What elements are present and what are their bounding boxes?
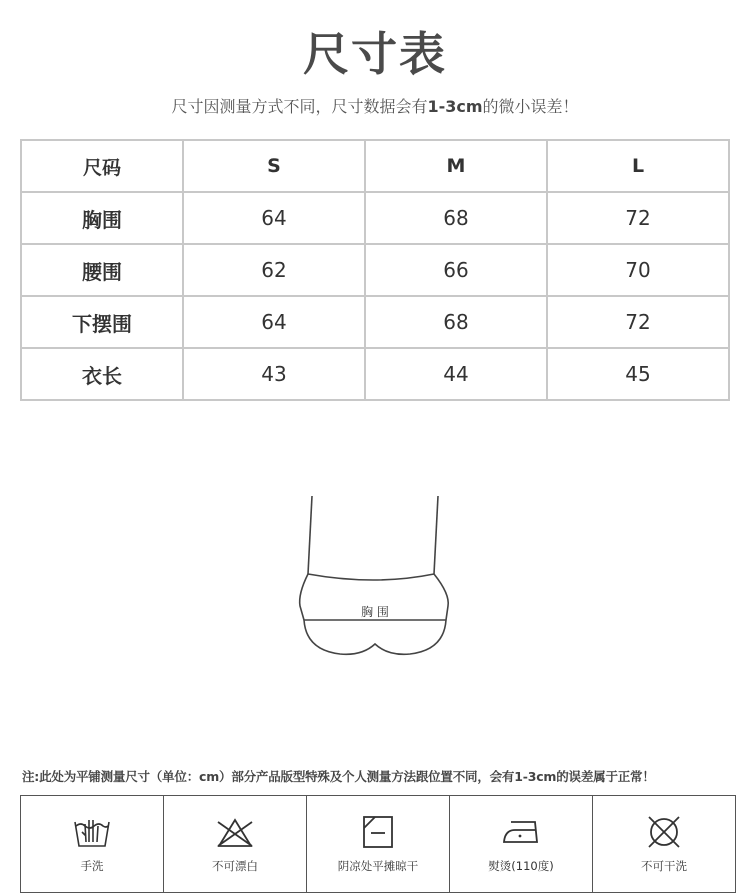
row-label: 胸围: [21, 192, 183, 244]
subtitle-pre: 尺寸因测量方式不同，尺寸数据会有: [171, 97, 428, 116]
table-cell: 45: [547, 348, 729, 400]
table-cell: 72: [547, 296, 729, 348]
care-label: 不可干洗: [641, 859, 687, 873]
care-no-dry-clean: [593, 796, 735, 892]
page-title: 尺寸表: [303, 27, 447, 81]
table-cell: 43: [183, 348, 365, 400]
care-label: 手洗: [80, 859, 104, 873]
table-cell: 70: [547, 244, 729, 296]
row-label: 衣长: [21, 348, 183, 400]
dry-flat-shade-icon: [358, 814, 398, 850]
table-cell: 44: [365, 348, 547, 400]
header-cell-l: L: [547, 140, 729, 192]
bra-top-outline-icon: [290, 490, 460, 660]
care-label: 不可漂白: [212, 859, 258, 873]
subtitle: [0, 94, 750, 117]
table-header-row: [21, 140, 729, 192]
care-hand-wash: [21, 796, 164, 892]
care-instructions: [20, 795, 736, 893]
table-row: [21, 244, 729, 296]
header-cell-size: 尺码: [21, 140, 183, 192]
table-cell: 62: [183, 244, 365, 296]
care-no-bleach: [164, 796, 307, 892]
table-cell: 64: [183, 296, 365, 348]
row-label: 下摆围: [21, 296, 183, 348]
table-cell: 66: [365, 244, 547, 296]
garment-diagram: [290, 490, 460, 660]
care-label: 阴凉处平摊晾干: [337, 859, 419, 873]
care-iron: [450, 796, 593, 892]
header-cell-s: S: [183, 140, 365, 192]
hand-wash-icon: [72, 814, 112, 850]
subtitle-range: 1-3cm: [427, 97, 483, 116]
size-table: [20, 139, 730, 401]
care-label: 熨烫(110度): [488, 859, 554, 873]
subtitle-post: 的微小误差！: [482, 97, 579, 116]
table-cell: 64: [183, 192, 365, 244]
table-cell: 72: [547, 192, 729, 244]
no-dry-clean-icon: [644, 814, 684, 850]
table-row: [21, 192, 729, 244]
table-cell: 68: [365, 192, 547, 244]
table-row: [21, 348, 729, 400]
measurement-note: 注:此处为平铺测量尺寸（单位：cm）部分产品版型特殊及个人测量方法跟位置不同，会有1-3cm的误差属于正常！: [22, 769, 655, 784]
table-row: [21, 296, 729, 348]
table-cell: 68: [365, 296, 547, 348]
care-dry-flat-shade: [307, 796, 450, 892]
no-bleach-icon: [215, 814, 255, 850]
iron-icon: [501, 814, 541, 850]
diagram-label: 胸 围: [361, 605, 389, 619]
header-cell-m: M: [365, 140, 547, 192]
row-label: 腰围: [21, 244, 183, 296]
